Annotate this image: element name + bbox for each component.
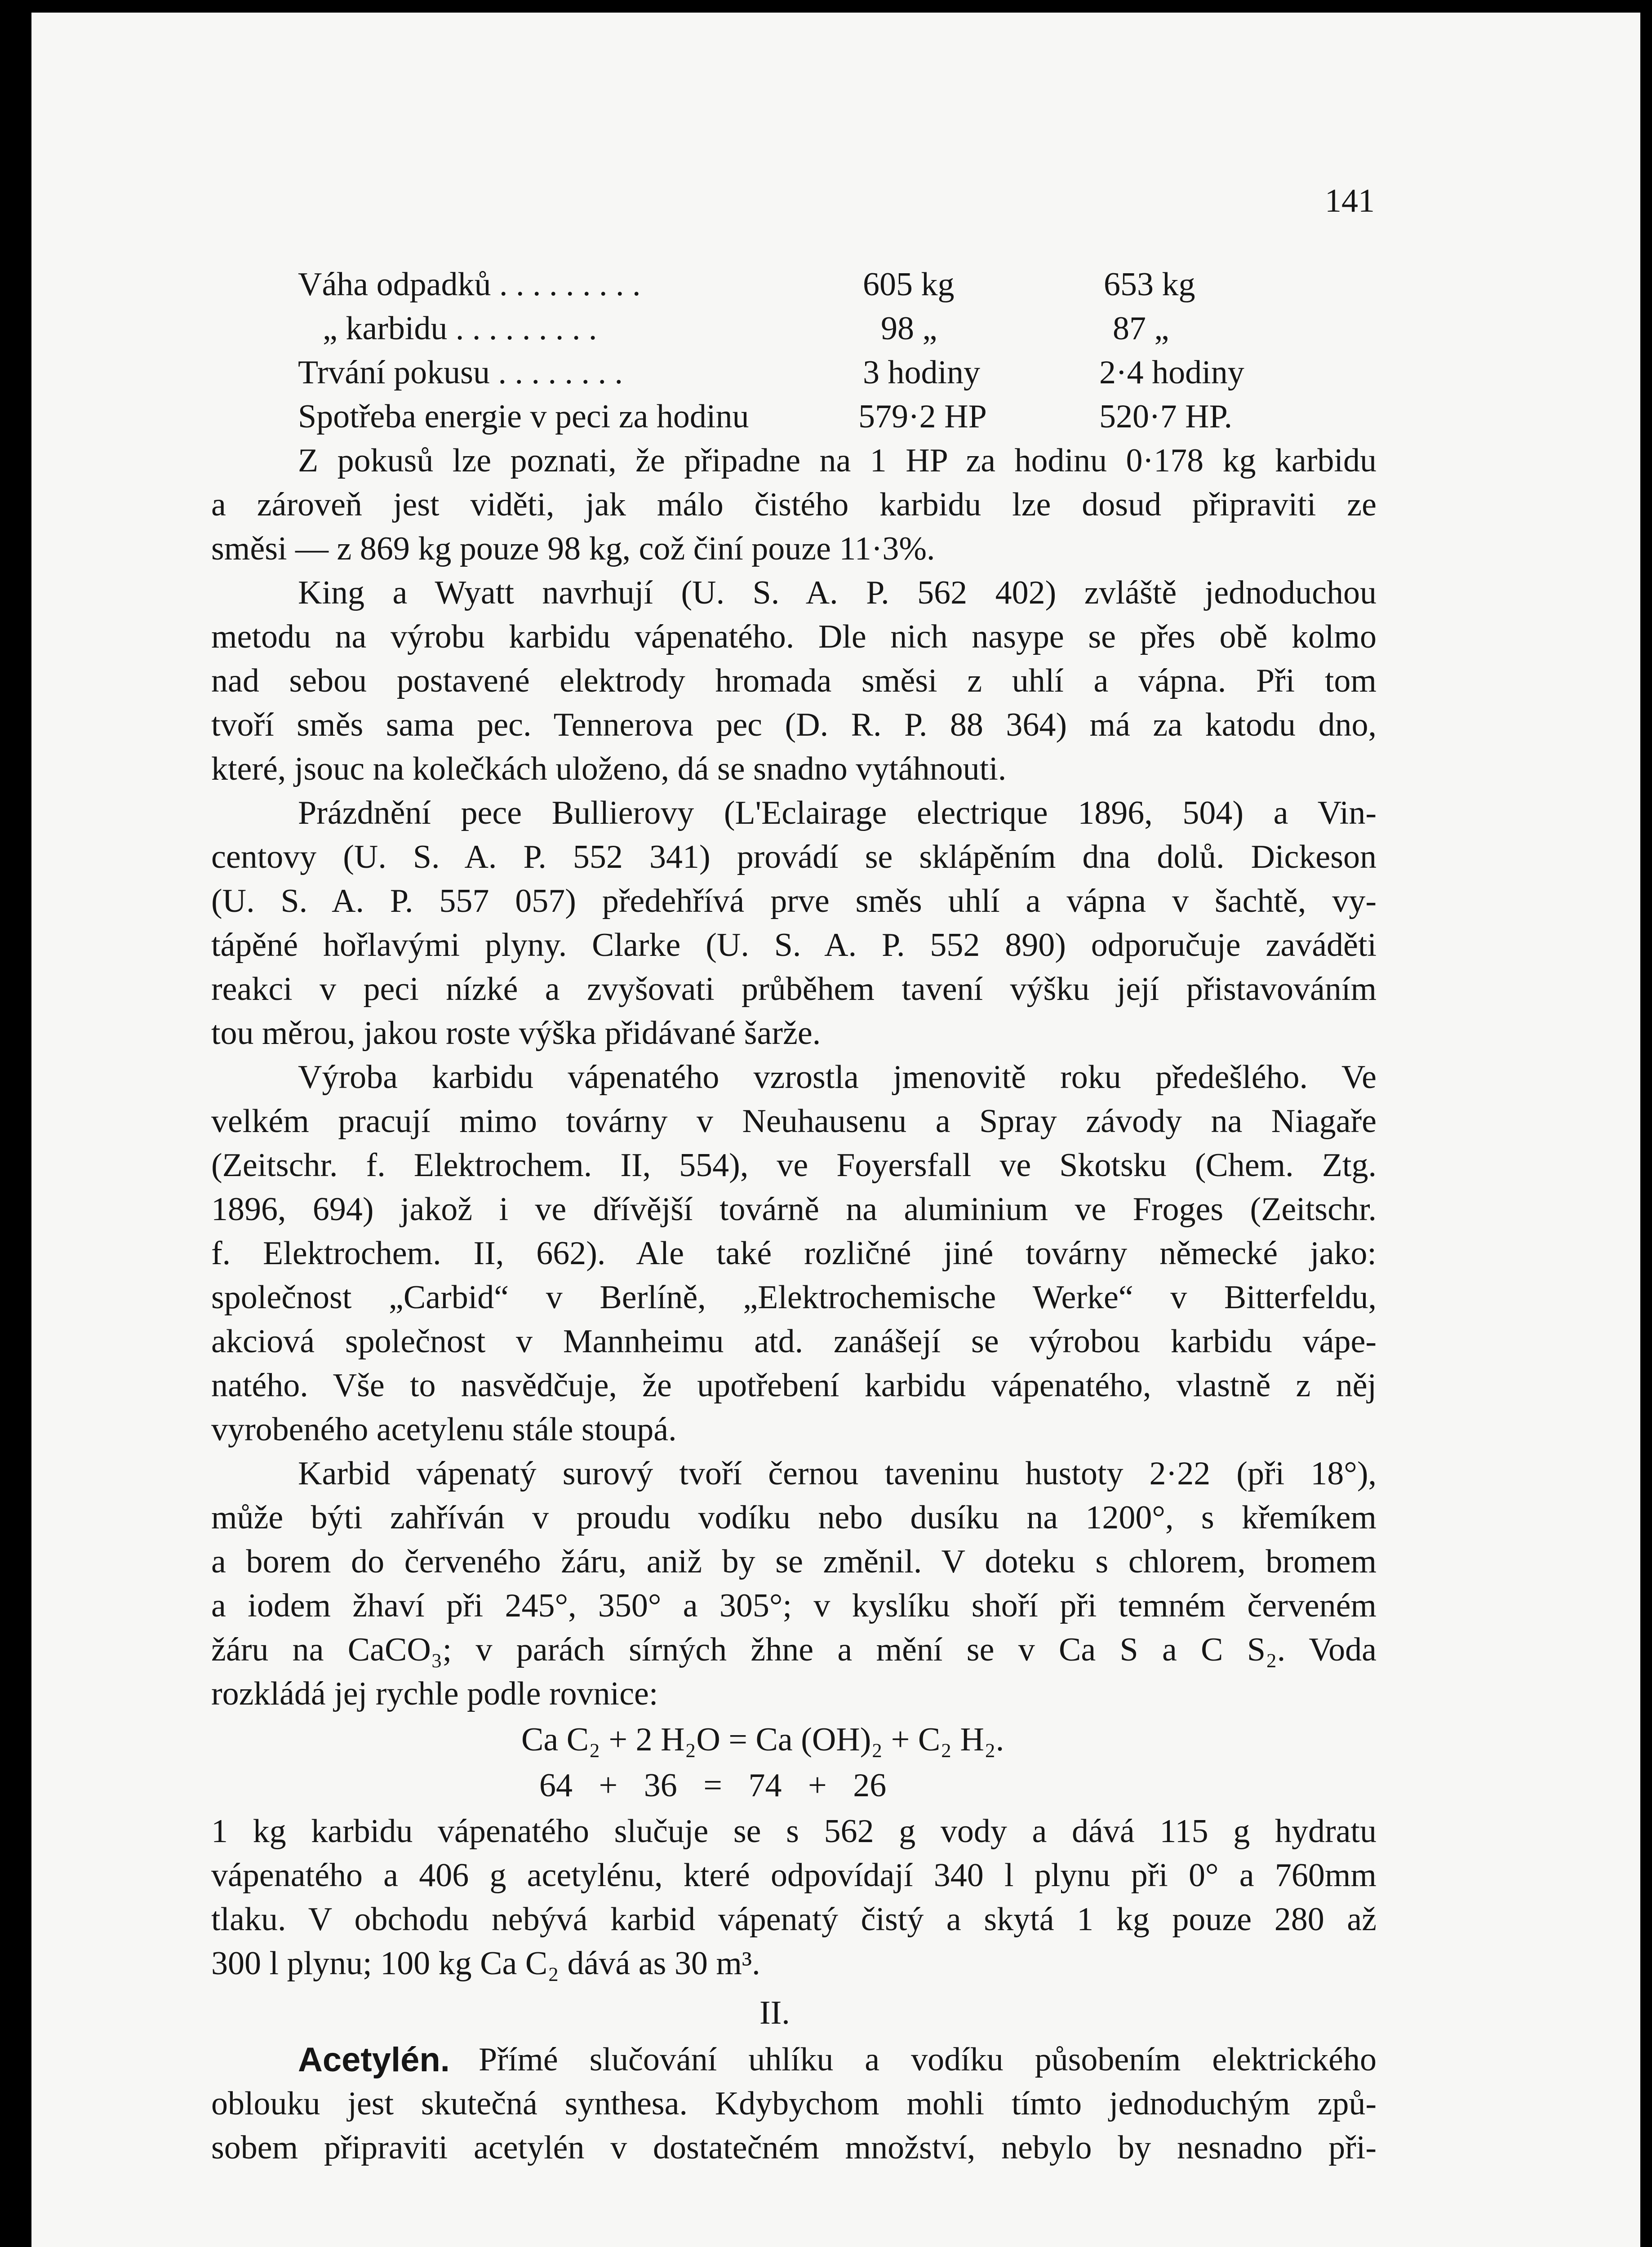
page-number: 141 xyxy=(1325,182,1375,219)
paragraph-line: velkém pracují mimo továrny v Neuhausenu a Spray závody na Niagaře xyxy=(211,1103,1377,1140)
paragraph-line: tápěné hořlavými plyny. Clarke (U. S. A. P. 552 890) odporučuje zaváděti xyxy=(211,927,1377,964)
paragraph-line: 1896, 694) jakož i ve dřívější továrně na aluminium ve Froges (Zeitschr. xyxy=(211,1191,1377,1228)
paragraph-line: 1 kg karbidu vápenatého slučuje se s 562 g vody a dává 115 g hydratu xyxy=(211,1813,1377,1850)
paragraph-line: akciová společnost v Mannheimu atd. zanášejí se výrobou karbidu vápe- xyxy=(211,1323,1377,1360)
table-row-label: Váha odpadků . . . . . . . . . xyxy=(298,266,641,303)
paragraph-line: Karbid vápenatý surový tvoří černou taveninu hustoty 2·22 (při 18°), xyxy=(298,1455,1377,1492)
paragraph-line: a borem do červeného žáru, aniž by se změnil. V doteku s chlorem, bromem xyxy=(211,1543,1377,1580)
paragraph-line: Přímé slučování uhlíku a vodíku působením elektrického xyxy=(479,2041,1377,2078)
equation-molar-masses: 64 + 36 = 74 + 26 xyxy=(539,1767,887,1804)
paragraph-line: metodu na výrobu karbidu vápenatého. Dle nich nasype se přes obě kolmo xyxy=(211,618,1377,655)
paragraph-line: centovy (U. S. A. P. 552 341) provádí se sklápěním dna dolů. Dickeson xyxy=(211,839,1377,875)
chemical-equation: Ca C₂ + 2 H₂O = Ca (OH)₂ + C₂ H₂. xyxy=(521,1721,1004,1758)
paragraph-line: King a Wyatt navrhují (U. S. A. P. 562 402) zvláště jednoduchou xyxy=(298,574,1377,611)
paragraph-line: společnost „Carbid“ v Berlíně, „Elektrochemische Werke“ v Bitterfeldu, xyxy=(211,1279,1377,1316)
paragraph-line: které, jsouc na kolečkách uloženo, dá se snadno vytáhnouti. xyxy=(211,750,1007,787)
paragraph-line: (Zeitschr. f. Elektrochem. II, 554), ve Foyersfall ve Skotsku (Chem. Ztg. xyxy=(211,1147,1377,1184)
paragraph-line: rozkládá jej rychle podle rovnice: xyxy=(211,1675,658,1712)
paragraph-line: a iodem žhaví při 245°, 350° a 305°; v kyslíku shoří při temném červeném xyxy=(211,1587,1377,1624)
table-row-value: 520·7 HP. xyxy=(1099,398,1233,435)
table-row-label: Spotřeba energie v peci za hodinu xyxy=(298,398,749,435)
table-row-value: 3 hodiny xyxy=(863,354,981,391)
table-row-label: Trvání pokusu . . . . . . . . xyxy=(298,354,623,391)
table-row-value: 605 kg xyxy=(863,266,955,303)
paragraph-line: natého. Vše to nasvědčuje, že upotřebení karbidu vápenatého, vlastně z něj xyxy=(211,1367,1377,1404)
paragraph-line: vyrobeného acetylenu stále stoupá. xyxy=(211,1411,677,1448)
table-row-value: 87 „ xyxy=(1113,310,1169,347)
paragraph-line: oblouku jest skutečná synthesa. Kdybychom mohli tímto jednoduchým způ- xyxy=(211,2085,1377,2122)
paragraph-line: směsi — z 869 kg pouze 98 kg, což činí pouze 11·3%. xyxy=(211,530,935,567)
paragraph-line: f. Elektrochem. II, 662). Ale také rozličné jiné továrny německé jako: xyxy=(211,1235,1377,1272)
paragraph-line: nad sebou postavené elektrody hromada směsi z uhlí a vápna. Při tom xyxy=(211,662,1377,699)
paragraph-line: 300 l plynu; 100 kg Ca C₂ dává as 30 m³. xyxy=(211,1945,760,1982)
paragraph-line: a zároveň jest viděti, jak málo čistého karbidu lze dosud připraviti ze xyxy=(211,486,1377,523)
paragraph-line: tvoří směs sama pec. Tennerova pec (D. R. P. 88 364) má za katodu dno, xyxy=(211,706,1377,743)
paragraph-line: žáru na CaCO₃; v parách sírných žhne a mění se v Ca S a C S₂. Voda xyxy=(211,1631,1377,1668)
paragraph-line: tou měrou, jakou roste výška přidávané šarže. xyxy=(211,1015,821,1052)
section-title: Acetylén. xyxy=(298,2041,450,2079)
table-row-value: 98 „ xyxy=(881,310,937,347)
paragraph-line: (U. S. A. P. 557 057) předehřívá prve směs uhlí a vápna v šachtě, vy- xyxy=(211,883,1377,919)
table-row-value: 653 kg xyxy=(1104,266,1195,303)
table-row-value: 2·4 hodiny xyxy=(1099,354,1244,391)
paragraph-line: Výroba karbidu vápenatého vzrostla jmenovitě roku předešlého. Ve xyxy=(298,1059,1377,1096)
paragraph-line: Z pokusů lze poznati, že připadne na 1 HP za hodinu 0·178 kg karbidu xyxy=(298,442,1377,479)
paragraph-line: sobem připraviti acetylén v dostatečném množství, nebylo by nesnadno při- xyxy=(211,2129,1377,2166)
section-number: II. xyxy=(759,1994,790,2031)
table-row-label: „ karbidu . . . . . . . . . xyxy=(323,310,597,347)
paragraph-line: vápenatého a 406 g acetylénu, které odpovídají 340 l plynu při 0° a 760mm xyxy=(211,1857,1377,1894)
table-row-value: 579·2 HP xyxy=(858,398,987,435)
book-page xyxy=(31,13,1640,2247)
paragraph-line: reakci v peci nízké a zvyšovati průběhem tavení výšku její přistavováním xyxy=(211,971,1377,1008)
paragraph-line: může býti zahříván v proudu vodíku nebo dusíku na 1200°, s křemíkem xyxy=(211,1499,1377,1536)
paragraph-line: Prázdnění pece Bullierovy (L'Eclairage electrique 1896, 504) a Vin- xyxy=(298,795,1377,831)
paragraph-line: tlaku. V obchodu nebývá karbid vápenatý čistý a skytá 1 kg pouze 280 až xyxy=(211,1901,1377,1938)
